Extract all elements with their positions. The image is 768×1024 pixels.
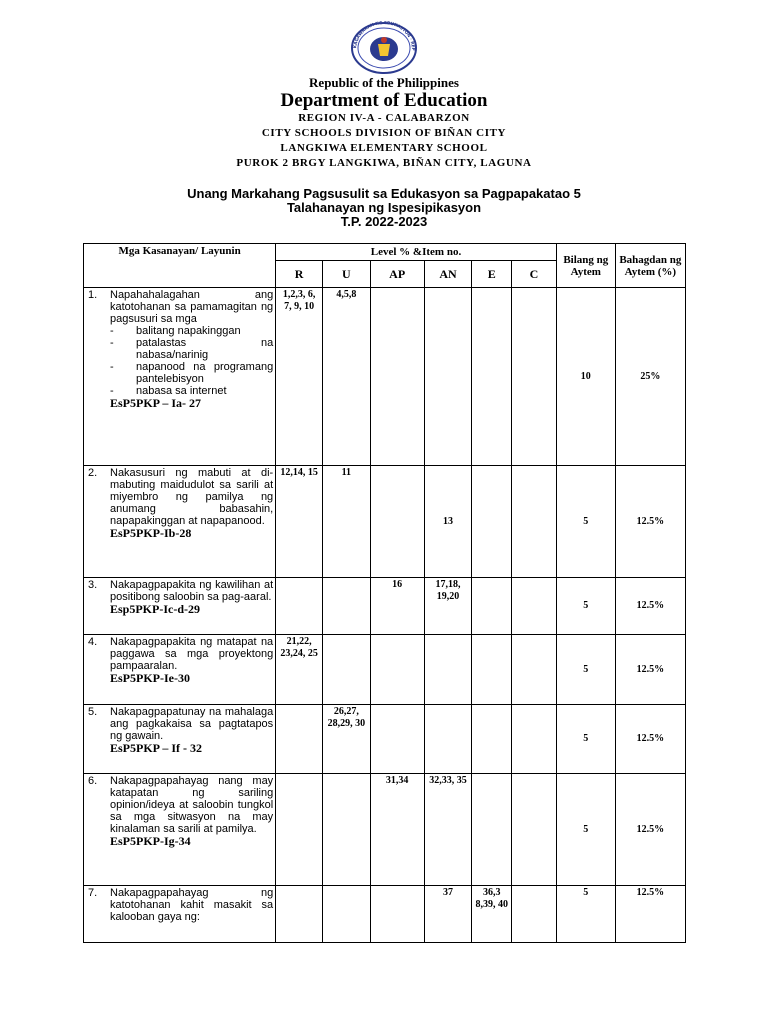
specification-table <box>83 243 686 943</box>
objective-bullet: patalastas na nabasa/narinig <box>136 337 274 361</box>
header-u: U <box>322 261 370 288</box>
objective-bullet: napanood na programang pantelebisyon <box>136 361 274 385</box>
objective-cell <box>84 886 276 943</box>
republic-heading: Republic of the Philippines <box>309 75 459 90</box>
header-percent: Bahagdan ng Aytem (%) <box>615 244 685 288</box>
items-ap <box>370 288 424 466</box>
items-r: 1,2,3, 6, 7, 9, 10 <box>276 288 323 466</box>
items-an <box>424 705 472 774</box>
division-line: CITY SCHOOLS DIVISION OF BIÑAN CITY <box>261 127 507 139</box>
item-count: 5 <box>556 774 615 886</box>
items-u <box>322 635 370 705</box>
objective-text: Nakapagpapakita ng kawilihan at positibong saloobin sa pag-aaral. <box>110 579 274 603</box>
items-c <box>512 886 557 943</box>
objective-number: 2. <box>88 467 98 479</box>
items-c <box>512 288 557 466</box>
school-line: LANGKIWA ELEMENTARY SCHOOL <box>280 142 488 154</box>
items-r <box>276 578 323 635</box>
item-count: 10 <box>556 288 615 466</box>
items-e <box>472 466 512 578</box>
objective-text: Napahahalagahan ang katotohanan sa pamamagitan ng pagsusuri sa mga <box>110 289 274 325</box>
items-an <box>424 635 472 705</box>
header-count: Bilang ng Aytem <box>556 244 615 288</box>
document-title: Unang Markahang Pagsusulit sa Edukasyon sa Pagpapakatao 5 <box>187 186 581 201</box>
objective-cell <box>84 578 276 635</box>
items-r <box>276 886 323 943</box>
competency-code: EsP5PKP – Ia- 27 <box>110 396 202 410</box>
header-an: AN <box>424 261 472 288</box>
item-count: 5 <box>556 466 615 578</box>
items-an: 17,18, 19,20 <box>424 578 472 635</box>
competency-code: EsP5PKP-Ie-30 <box>110 671 190 685</box>
competency-code: EsP5PKP-Ig-34 <box>110 834 191 848</box>
items-an: 37 <box>424 886 472 943</box>
items-c <box>512 578 557 635</box>
objective-number: 4. <box>88 636 98 648</box>
items-an: 32,33, 35 <box>424 774 472 886</box>
items-ap <box>370 635 424 705</box>
table-row <box>84 886 686 943</box>
item-percent: 12.5% <box>615 886 685 943</box>
objective-bullet: nabasa sa internet <box>136 385 227 397</box>
objective-cell <box>84 774 276 886</box>
objective-text: Nakapagpapahayag nang may katapatan ng sariling opinion/ideya at saloobin tungkol sa mga sitwasyon na may kinalaman sa sarili at pamilya. <box>110 775 274 835</box>
items-ap <box>370 886 424 943</box>
table-row <box>84 288 686 466</box>
document-subtitle: Talahanayan ng Ispesipikasyon <box>286 200 482 215</box>
header-c: C <box>512 261 557 288</box>
items-ap <box>370 705 424 774</box>
item-percent: 25% <box>615 288 685 466</box>
header-ap: AP <box>370 261 424 288</box>
item-count: 5 <box>556 886 615 943</box>
items-c <box>512 635 557 705</box>
items-an <box>424 288 472 466</box>
items-e <box>472 288 512 466</box>
seal-text: KAGAWARAN NG EDUKASYON · REP <box>352 20 417 51</box>
items-e <box>472 578 512 635</box>
objective-text: Nakasusuri ng mabuti at di-mabuting maidudulot sa sarili at miyembro ng pamilya ng anumang babasahin, napapakinggan at napapanood. <box>110 467 274 527</box>
objective-text: Nakapagpapatunay na mahalaga ang pagkakaisa sa pagtatapos ng gawain. <box>110 706 274 742</box>
items-an: 13 <box>424 466 472 578</box>
objective-text: Nakapagpapahayag ng katotohanan kahit masakit sa kalooban gaya ng: <box>110 887 274 923</box>
objective-number: 1. <box>88 289 98 301</box>
items-r: 12,14, 15 <box>276 466 323 578</box>
competency-code: EsP5PKP-Ib-28 <box>110 526 192 540</box>
items-r <box>276 705 323 774</box>
objective-bullet: balitang napakinggan <box>136 325 241 337</box>
objective-cell: 1. Napahahalagahan ang katotohanan sa pamamagitan ng pagsusuri sa mga - balitang napakinggan - patalastas na nabasa/narinig - napanood na programang pantelebisyon - nabasa sa internet EsP5PKP – Ia- 27 <box>84 288 276 466</box>
table-row <box>84 578 686 635</box>
header-r: R <box>276 261 323 288</box>
address-line: PUROK 2 BRGY LANGKIWA, BIÑAN CITY, LAGUNA <box>236 157 532 169</box>
items-c <box>512 705 557 774</box>
objective-number: 7. <box>88 887 98 899</box>
header-objectives: Mga Kasanayan/ Layunin <box>84 244 276 288</box>
items-ap: 16 <box>370 578 424 635</box>
items-e <box>472 635 512 705</box>
objective-cell <box>84 635 276 705</box>
competency-code: EsP5PKP – If - 32 <box>110 741 202 755</box>
objective-text: Nakapagpapakita ng matapat na paggawa sa mga proyektong pampaaralan. <box>110 636 274 672</box>
region-line: REGION IV-A - CALABARZON <box>298 112 470 124</box>
table-row <box>84 774 686 886</box>
objective-number: 5. <box>88 706 98 718</box>
table-row <box>84 466 686 578</box>
items-c <box>512 466 557 578</box>
objective-number: 3. <box>88 579 98 591</box>
school-year: T.P. 2022-2023 <box>340 214 428 229</box>
items-u <box>322 578 370 635</box>
item-percent: 12.5% <box>615 635 685 705</box>
table-row <box>84 705 686 774</box>
items-ap: 31,34 <box>370 774 424 886</box>
competency-code: Esp5PKP-Ic-d-29 <box>110 602 200 616</box>
items-u: 4,5,8 <box>322 288 370 466</box>
item-count: 5 <box>556 635 615 705</box>
items-u <box>322 886 370 943</box>
item-percent: 12.5% <box>615 578 685 635</box>
table-row <box>84 635 686 705</box>
item-count: 5 <box>556 705 615 774</box>
item-percent: 12.5% <box>615 705 685 774</box>
items-c <box>512 774 557 886</box>
item-percent: 12.5% <box>615 466 685 578</box>
items-u: 11 <box>322 466 370 578</box>
items-r: 21,22, 23,24, 25 <box>276 635 323 705</box>
objective-number: 6. <box>88 775 98 787</box>
items-u <box>322 774 370 886</box>
item-count: 5 <box>556 578 615 635</box>
deped-seal-icon <box>334 20 434 74</box>
items-ap <box>370 466 424 578</box>
item-percent: 12.5% <box>615 774 685 886</box>
items-e <box>472 705 512 774</box>
objective-cell <box>84 705 276 774</box>
items-u: 26,27, 28,29, 30 <box>322 705 370 774</box>
items-e: 36,3 8,39, 40 <box>472 886 512 943</box>
header-e: E <box>472 261 512 288</box>
items-r <box>276 774 323 886</box>
items-e <box>472 774 512 886</box>
department-heading: Department of Education <box>280 90 488 111</box>
objective-cell <box>84 466 276 578</box>
header-level: Level % &Item no. <box>276 244 557 261</box>
